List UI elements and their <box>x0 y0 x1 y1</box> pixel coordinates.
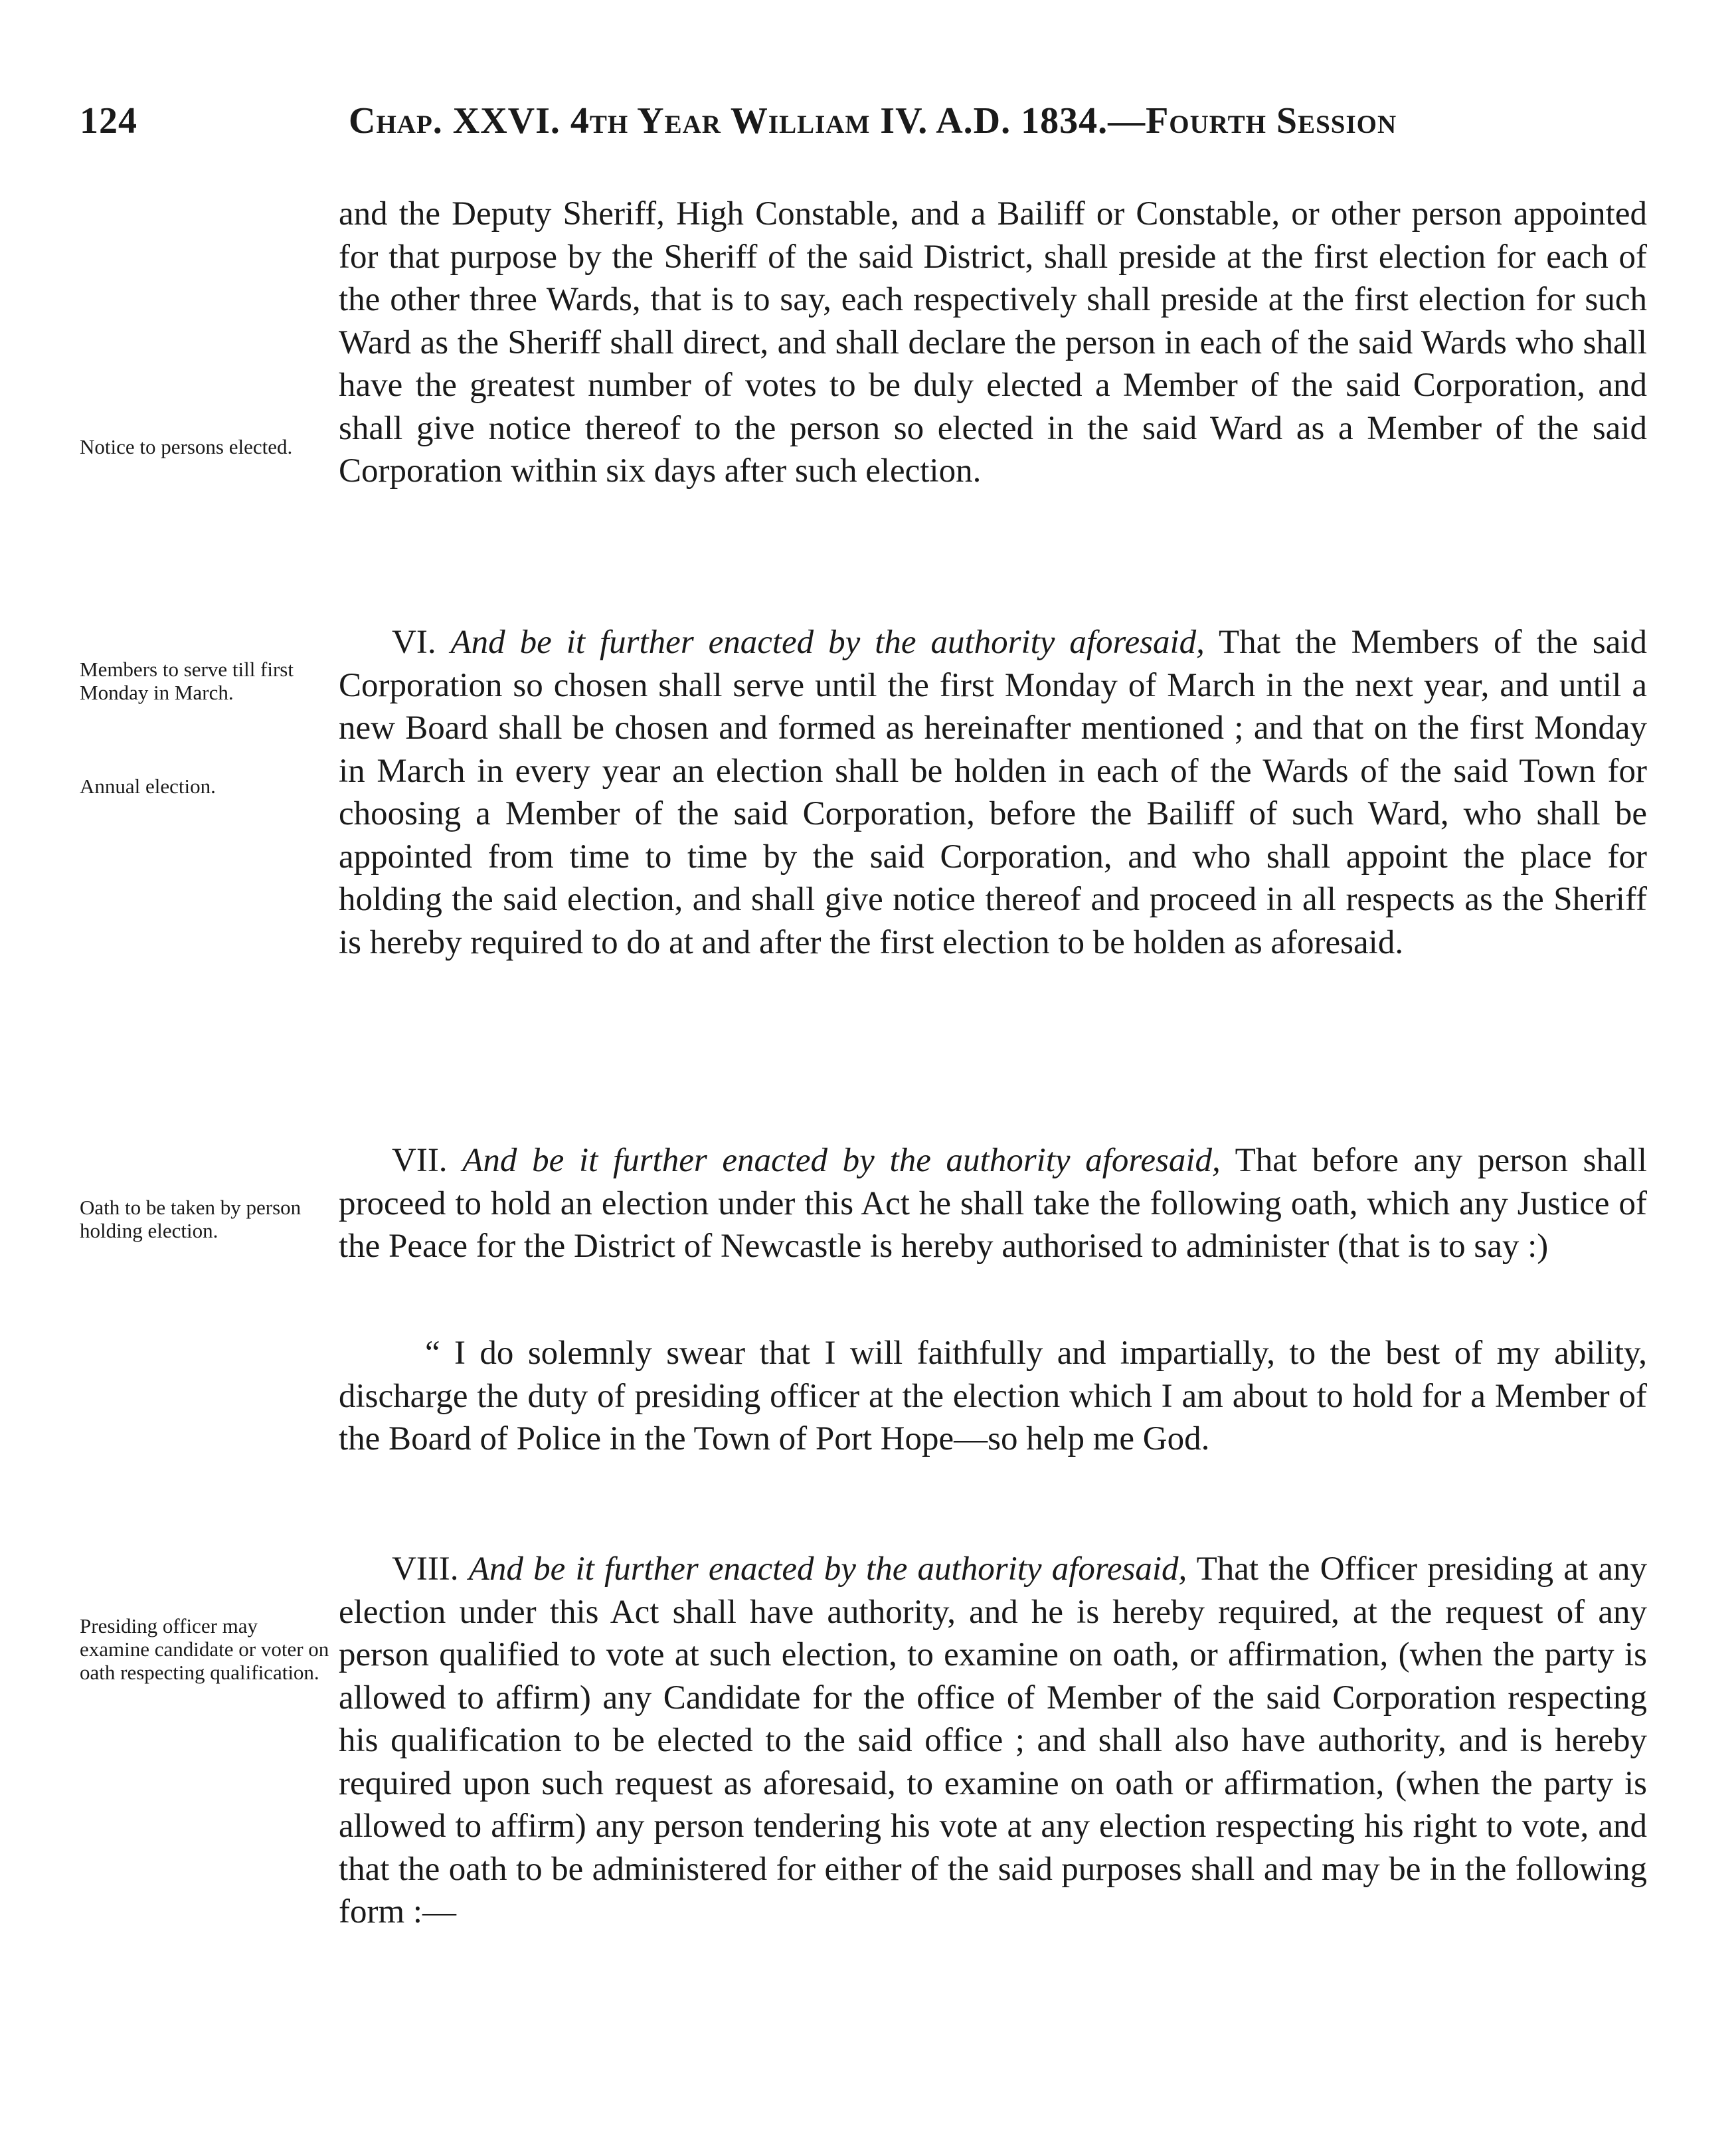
sidenote-members-serve-till-march: Members to serve till first Monday in March. <box>80 658 294 704</box>
section-text: That before any person shall proceed to hold an election under this Act he shall take the following oath, which any Justice of the Peace for the District of Newcastle is hereby authorised to administer (that is to say :) <box>339 1142 1648 1265</box>
sidenote-annual-election: Annual election. <box>80 775 216 798</box>
oath-text: “ I do solemnly swear that I will faithfully and impartially, to the best of my ability, discharge the duty of presiding officer at the election which I am about to hold for a Member of the Board of Police in the Town of Port Hope—so help me God. <box>339 1335 1647 1457</box>
section-text: That the Officer presiding at any election under this Act shall have authority, and he is hereby required, at the request of any person qualified to vote at such election, to examine on oath, or affirmation, (when the party is allowed to affirm) any Candidate for the office of Member of the said Corporation respecting his qualification to be elected to the said office ; and shall also have authority, and is hereby required upon such request as aforesaid, to examine on oath or affirmation, (when the party is allowed to affirm) any person tendering his vote at any election respecting his right to vote, and that the oath to be administered for either of the said purposes shall and may be in the following form :— <box>339 1550 1647 1930</box>
section-vii <box>339 1139 1647 1268</box>
sidenote-notice-to-persons-elected: Notice to persons elected. <box>80 435 293 458</box>
section-number: VIII. <box>392 1550 459 1588</box>
enacting-clause: And be it further enacted by the authority aforesaid, <box>462 1142 1221 1179</box>
page-number: 124 <box>80 100 137 141</box>
section-number: VI. <box>392 624 436 661</box>
sidenote-presiding-officer-examine: Presiding officer may examine candidate or voter on oath respecting qualification. <box>80 1614 329 1684</box>
section-vi <box>339 621 1647 964</box>
running-title: Chap. XXVI. 4th Year William IV. A.D. 1834.—Fourth Session <box>349 100 1397 141</box>
page-header <box>80 100 1660 153</box>
sidenote-oath-presiding-person: Oath to be taken by person holding election. <box>80 1196 302 1242</box>
section-text: That the Members of the said Corporation so chosen shall serve until the first Monday of March in the next year, and until a new Board shall be chosen and formed as hereinafter mentioned ; and that on the first Monday in March in every year an election shall be holden in each of the Wards of the said Town for choosing a Member of the said Corporation, before the Bailiff of such Ward, who shall be appointed from time to time by the said Corporation, and who shall appoint the place for holding the said election, and shall give notice thereof and proceed in all respects as the Sheriff is hereby required to do at and after the first election to be holden as aforesaid. <box>339 624 1647 961</box>
enacting-clause: And be it further enacted by the authority aforesaid, <box>468 1550 1187 1588</box>
paragraph-continuation: and the Deputy Sheriff, High Constable, and a Bailiff or Constable, or other person appointed for that purpose by the Sheriff of the said District, shall preside at the first election for each of the other three Wards, that is to say, each respectively shall preside at the first election for such Ward as the Sheriff shall direct, and shall declare the person in each of the said Wards who shall have the greatest number of votes to be duly elected a Member of the said Corporation, and shall give notice thereof to the person so elected in the said Ward as a Member of the said Corporation within six days after such election. <box>339 195 1647 490</box>
section-number: VII. <box>392 1142 448 1179</box>
section-viii <box>339 1548 1647 1934</box>
enacting-clause: And be it further enacted by the authority aforesaid, <box>450 624 1205 661</box>
